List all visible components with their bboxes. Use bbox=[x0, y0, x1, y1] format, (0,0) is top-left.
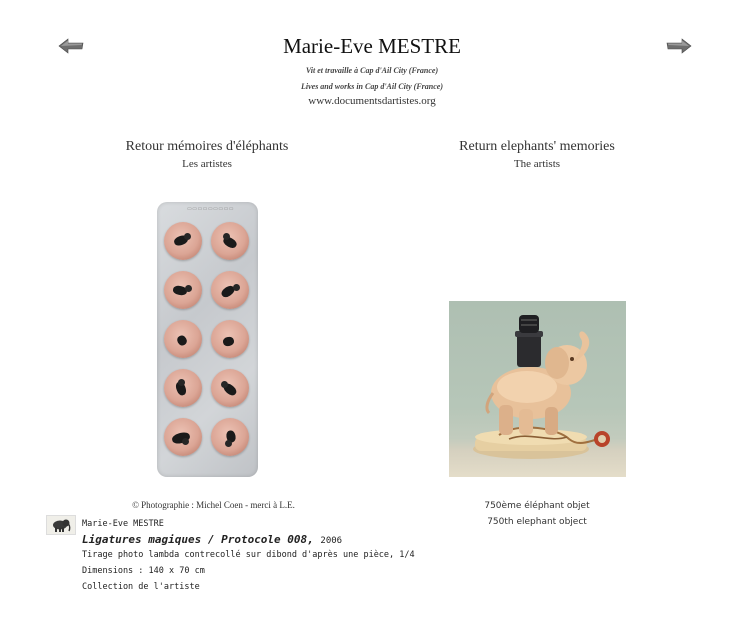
pill-cell bbox=[211, 271, 249, 309]
photo-credit: © Photographie : Michel Coen - merci à L.E. bbox=[132, 500, 295, 510]
artwork-collection: Collection de l'artiste bbox=[82, 582, 200, 592]
artwork-technique: Tirage photo lambda contrecollé sur dibond d'après une pièce, 1/4 bbox=[82, 550, 415, 560]
artwork-title-line bbox=[82, 533, 342, 546]
artwork-year: 2006 bbox=[320, 536, 343, 546]
pill-cell bbox=[164, 369, 202, 407]
pill-cell bbox=[211, 222, 249, 260]
pill-cell bbox=[164, 320, 202, 358]
pill-cell bbox=[211, 320, 249, 358]
right-column-title: Return elephants' memories bbox=[459, 139, 615, 154]
website-link[interactable]: www.documentsdartistes.org bbox=[308, 95, 436, 107]
elephant-caption-english: 750th elephant object bbox=[487, 517, 587, 527]
elephant-lamp-photo[interactable] bbox=[449, 301, 626, 477]
right-column-subtitle: The artists bbox=[513, 158, 561, 170]
pill-cell bbox=[164, 271, 202, 309]
elephant-thumbnail-icon[interactable] bbox=[46, 515, 76, 535]
elephant-lamp-illustration bbox=[449, 301, 626, 477]
pill-cell bbox=[211, 369, 249, 407]
pill-cell bbox=[211, 418, 249, 456]
artwork-artist-name: Marie-Eve MESTRE bbox=[82, 519, 164, 529]
tagline-french: Vit et travaille à Cap d'Ail City (France) bbox=[305, 66, 439, 75]
pill-cell bbox=[164, 222, 202, 260]
left-column-title: Retour mémoires d'éléphants bbox=[125, 139, 289, 154]
artist-name-heading: Marie-Eve MESTRE bbox=[283, 34, 461, 58]
tagline-english: Lives and works in Cap d'Ail City (France) bbox=[300, 82, 443, 91]
artwork-dimensions: Dimensions : 140 x 70 cm bbox=[82, 566, 205, 576]
blister-pack-artwork-image[interactable] bbox=[157, 202, 258, 477]
elephant-caption-french: 750ème éléphant objet bbox=[484, 501, 590, 511]
left-column-subtitle: Les artistes bbox=[182, 158, 232, 170]
pill-cell bbox=[164, 418, 202, 456]
artwork-title: Ligatures magiques / Protocole 008, bbox=[82, 533, 314, 546]
blister-print-decoration: ▭▭▭▭▭▭▭▭▭ bbox=[187, 206, 235, 212]
